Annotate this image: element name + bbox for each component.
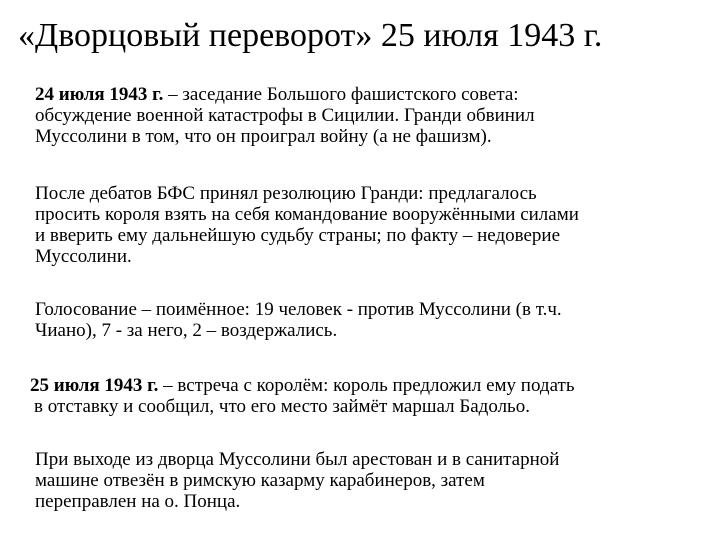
text-line: обсуждение военной катастрофы в Сицилии. Гранди обвинил (35, 105, 535, 126)
date-bold: 25 июля 1943 г. (30, 375, 159, 396)
text-line: При выходе из дворца Муссолини был арестован и в санитарной (35, 449, 560, 470)
text-line: После дебатов БФС принял резолюцию Гранди: предлагалось (35, 183, 537, 204)
paragraph-resolution (35, 183, 695, 267)
date-bold: 24 июля 1943 г. (35, 84, 164, 105)
text-line (30, 375, 690, 396)
text-line: Чиано), 7 - за него, 2 – воздержались. (35, 320, 338, 341)
text-line (35, 84, 695, 105)
text-line: машине отвезён в римскую казарму карабинеров, затем (35, 470, 485, 491)
text-line: Голосование – поимённое: 19 человек - против Муссолини (в т.ч. (35, 299, 562, 320)
paragraph-king-meeting (30, 375, 690, 417)
text-line: переправлен на о. Понца. (35, 491, 241, 512)
slide-title: «Дворцовый переворот» 25 июля 1943 г. (18, 17, 603, 54)
paragraph-vote (35, 299, 695, 341)
text-line: и вверить ему дальнейшую судьбу страны; по факту – недоверие (35, 225, 561, 246)
text-line: в отставку и сообщил, что его место займёт маршал Бадольо. (34, 396, 530, 417)
text-line: просить короля взять на себя командование вооружёнными силами (35, 204, 579, 225)
paragraph-arrest (35, 449, 695, 512)
text-span: – встреча с королём: король предложил ему подать (158, 375, 575, 396)
text-line: Муссолини в том, что он проиграл войну (а не фашизм). (35, 126, 492, 147)
paragraph-grand-council (35, 84, 695, 147)
text-line: Муссолини. (35, 246, 132, 267)
text-span: – заседание Большого фашистского совета: (163, 84, 519, 105)
